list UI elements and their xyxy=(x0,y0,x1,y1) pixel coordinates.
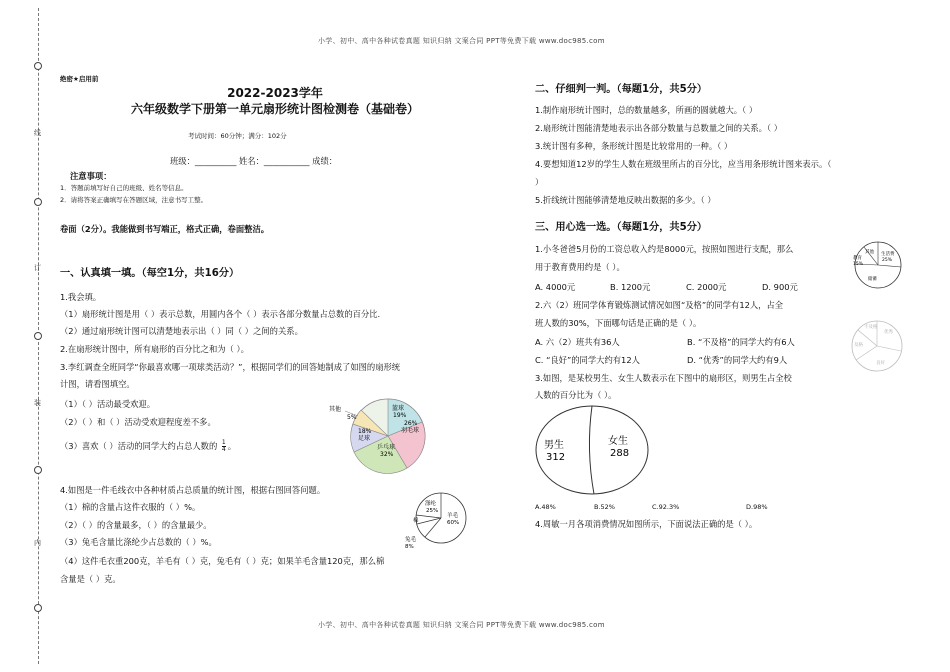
question-4-1: （1）棉的含量占这件衣服的（ ）%。 xyxy=(60,502,201,512)
section-2-title: 二、仔细判一判。（每题1分，共5分） xyxy=(535,84,708,95)
choice-2-option-a: A. 六（2）班共有36人 xyxy=(535,337,620,347)
choice-2: 2.六（2）班同学体育锻炼测试情况如图“及格”的同学有12人，占全 xyxy=(535,300,784,310)
question-3-cont: 计图，请看图填空。 xyxy=(60,379,135,389)
ball-label-pingpong: 乒乓球 xyxy=(377,444,396,451)
ball-label-basketball: 篮球 xyxy=(392,405,405,412)
choice-1-cont: 用于教育费用约是（ ）。 xyxy=(535,262,625,272)
ball-value-pingpong: 32% xyxy=(380,451,394,458)
choice-2-option-d: D. “优秀”的同学大约有9人 xyxy=(687,355,788,365)
note-1: 1．答题前填写好自己的班级、姓名等信息。 xyxy=(60,184,188,192)
question-4-4: （4）这件毛衣重200克，羊毛有（ ）克，兔毛有（ ）克；如果羊毛含量120克，那么棉 xyxy=(60,556,385,566)
question-3-3-end: 。 xyxy=(227,441,237,451)
wool-value-polyester: 25% xyxy=(426,508,439,514)
choice-4: 4.周敏一月各项消费情况如图所示，下面说法正确的是（ ）。 xyxy=(535,519,758,529)
section-3-title: 三、用心选一选。（每题1分，共5分） xyxy=(535,222,708,233)
gender-value-girls: 288 xyxy=(610,448,630,459)
binding-strip xyxy=(0,0,44,672)
choice-3-option-b: B.52% xyxy=(594,503,615,511)
paper-score-note: 卷面（2分）。我能做到书写端正，格式正确，卷面整洁。 xyxy=(60,224,270,234)
choice-1-option-d: D. 900元 xyxy=(762,282,798,292)
binding-label-nei: 内 xyxy=(34,539,41,547)
binding-hole xyxy=(34,466,42,474)
binding-hole xyxy=(34,604,42,612)
wool-label-cotton: 棉 xyxy=(413,518,419,524)
student-fields: 班级：__________ 姓名：___________ 成绩： xyxy=(170,156,338,166)
ball-label-football: 足球 xyxy=(358,435,371,442)
question-4-4-cont: 含量是（ ）克。 xyxy=(60,574,121,584)
fraction-denominator: 4 xyxy=(221,446,226,453)
ball-value-badminton: 26% xyxy=(404,420,418,427)
question-4: 4.如图是一件毛线衣中各种材质占总质量的统计图，根据右图回答问题。 xyxy=(60,485,326,495)
wool-value-rabbit: 8% xyxy=(405,544,414,550)
choice-3-cont: 人数的百分比为（ ）。 xyxy=(535,390,617,400)
ball-label-badminton: 羽毛球 xyxy=(401,427,420,434)
exam-info: 考试时间：60分钟；满分：102分 xyxy=(188,132,287,140)
binding-hole xyxy=(34,198,42,206)
page-footer: 小学、初中、高中各种试卷真题 知识归纳 文案合同 PPT等免费下载 www.doc985.com xyxy=(318,621,605,629)
choice-2-cont: 班人数的30%，下面哪句话是正确的是（ ）。 xyxy=(535,318,702,328)
ball-value-other: 5% xyxy=(347,414,357,421)
wool-label-rabbit: 兔毛 xyxy=(405,537,417,543)
choice-1-option-c: C. 2000元 xyxy=(686,282,727,292)
choice-3: 3.如图，是某校男生、女生人数表示在下图中的扇形区，则男生占全校 xyxy=(535,373,792,383)
judge-2: 2.扇形统计图能清楚地表示出各部分数量与总数量之间的关系。（ ） xyxy=(535,123,783,133)
salary-label-other: 其他 xyxy=(865,250,874,255)
note-2: 2．请将答案正确填写在答题区域，注意书写工整。 xyxy=(60,196,208,204)
gender-label-girls: 女生 xyxy=(608,436,628,447)
gender-pie-chart xyxy=(532,404,652,496)
judge-4: 4.要想知道12岁的学生人数在班级里所占的百分比，应当用条形统计图来表示。（ xyxy=(535,159,832,169)
ball-pie-chart xyxy=(327,398,427,476)
page-title: 六年级数学下册第一单元扇形统计图检测卷（基础卷） xyxy=(130,102,419,116)
binding-label-xian: 线 xyxy=(34,129,41,137)
judge-4-cont: ） xyxy=(535,177,544,187)
question-3-1: （1）（ ）活动最受欢迎。 xyxy=(60,399,156,409)
section-1-title: 一、认真填一填。（每空1分，共16分） xyxy=(60,268,240,279)
question-4-2: （2）（ ）的含量最多，（ ）的含量最少。 xyxy=(60,520,212,530)
choice-3-option-d: D.98% xyxy=(746,503,768,511)
choice-1-option-a: A. 4000元 xyxy=(535,282,576,292)
sport-label-fail: 不及格 xyxy=(864,325,878,330)
binding-hole xyxy=(34,332,42,340)
judge-1: 1.制作扇形统计图时，总的数量越多，所画的圆就越大。（ ） xyxy=(535,105,758,115)
ball-label-other: 其他 xyxy=(329,406,342,413)
question-3: 3.李红调查全班同学“你最喜欢哪一项球类活动？”，根据同学们的回答她制成了如图的扇形统 xyxy=(60,362,401,372)
question-1-2: （2）通过扇形统计图可以清楚地表示出（ ）同（ ）之间的关系。 xyxy=(60,326,303,336)
question-2: 2.在扇形统计图中，所有扇形的百分比之和为（ ）。 xyxy=(60,344,249,354)
wool-label-polyester: 涤纶 xyxy=(425,501,437,507)
choice-1: 1.小冬爸爸5月份的工资总收入约是8000元，按照如图进行支配，那么 xyxy=(535,244,794,254)
choice-2-option-c: C. “良好”的同学大约有12人 xyxy=(535,355,640,365)
question-3-3-text: （3）喜欢（ ）活动的同学大约占总人数的 xyxy=(60,441,218,451)
question-1-1: （1）扇形统计图是用（ ）表示总数，用圆内各个（ ）表示各部分数量占总数的百分比. xyxy=(60,309,381,319)
salary-label-education: 教育 xyxy=(853,256,862,261)
salary-label-living: 生活费 xyxy=(881,252,895,257)
question-3-2: （2）（ ）和（ ）活动受欢迎程度差不多。 xyxy=(60,417,216,427)
choice-3-option-c: C.92.3% xyxy=(652,503,680,511)
salary-label-savings: 储蓄 xyxy=(868,277,877,282)
question-1: 1.我会填。 xyxy=(60,292,102,302)
title-year: 2022-2023学年 xyxy=(227,86,323,100)
wool-value-sheep: 60% xyxy=(447,520,460,526)
salary-value-living: 25% xyxy=(882,258,893,263)
secret-mark: 绝密★启用前 xyxy=(60,75,99,83)
sport-label-good: 良好 xyxy=(876,361,885,366)
binding-label-zhuang: 装 xyxy=(34,399,41,407)
sport-label-excellent: 优秀 xyxy=(884,330,893,335)
notes-title: 注意事项： xyxy=(70,171,112,181)
ball-value-basketball: 19% xyxy=(393,412,407,419)
sport-pie-chart xyxy=(848,318,906,374)
judge-3: 3.统计图有多种，条形统计图是比较常用的一种。（ ） xyxy=(535,141,733,151)
binding-label-ding: 订 xyxy=(34,264,41,272)
wool-pie-chart xyxy=(405,490,467,550)
wool-label-sheep: 羊毛 xyxy=(447,513,459,519)
ball-value-football: 18% xyxy=(358,428,372,435)
choice-3-option-a: A.48% xyxy=(535,503,556,511)
choice-2-option-b: B. “不及格”的同学大约有6人 xyxy=(687,337,795,347)
sport-label-pass: 及格 xyxy=(854,343,863,348)
gender-label-boys: 男生 xyxy=(544,440,564,451)
binding-hole xyxy=(34,62,42,70)
fraction-numerator: 1 xyxy=(221,439,226,446)
choice-1-option-b: B. 1200元 xyxy=(610,282,651,292)
fraction xyxy=(222,440,226,453)
judge-5: 5.折线统计图能够清楚地反映出数据的多少。（ ） xyxy=(535,195,716,205)
salary-value-education: 15% xyxy=(853,262,864,267)
page-header: 小学、初中、高中各种试卷真题 知识归纳 文案合同 PPT等免费下载 www.doc985.com xyxy=(318,37,605,45)
salary-pie-chart xyxy=(848,240,908,290)
gender-value-boys: 312 xyxy=(546,452,566,463)
question-3-3 xyxy=(60,440,236,453)
question-4-3: （3）兔毛含量比涤纶少占总数的（ ）%。 xyxy=(60,537,217,547)
